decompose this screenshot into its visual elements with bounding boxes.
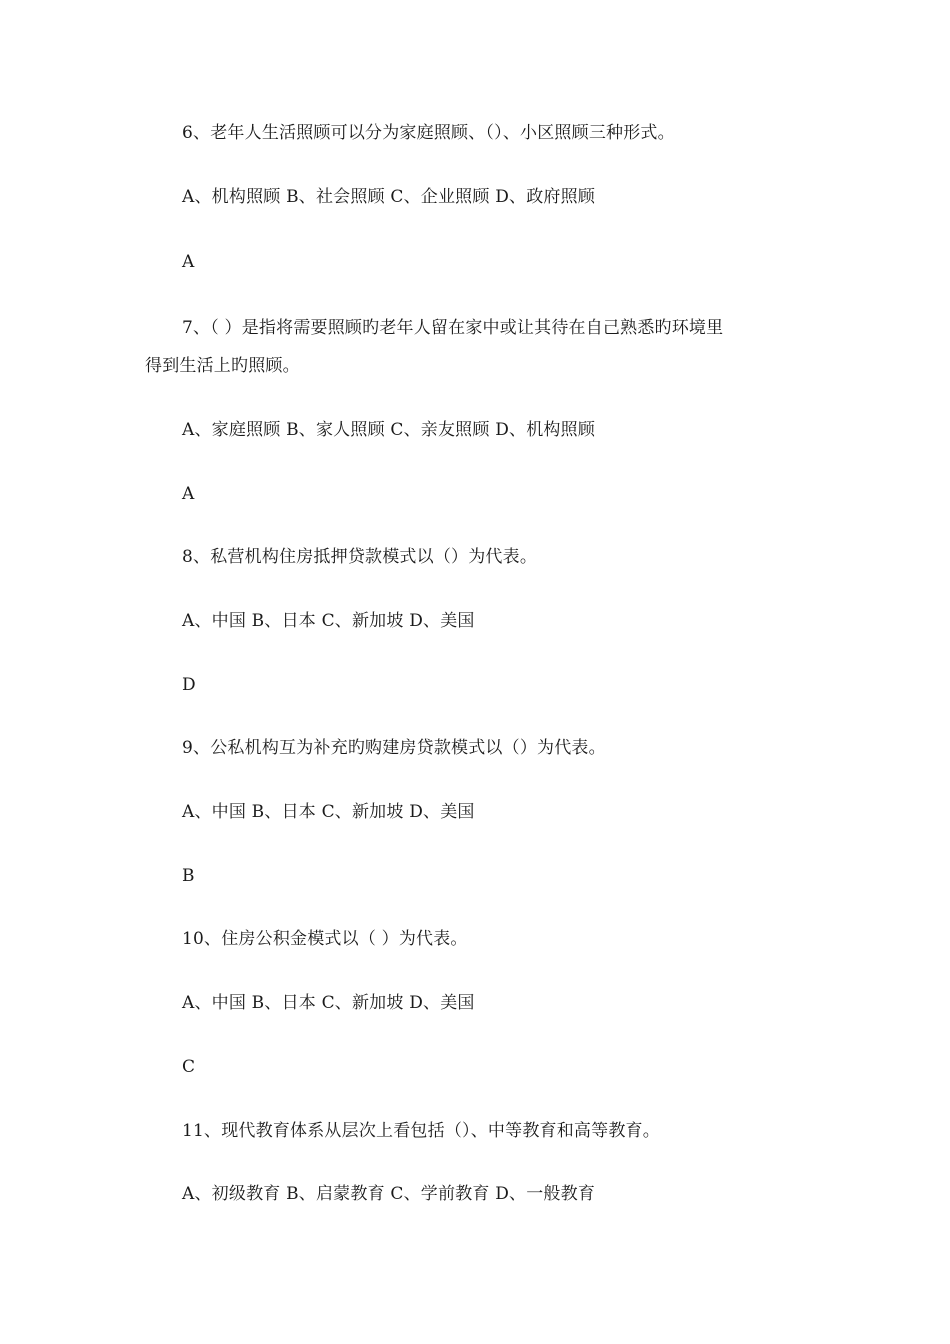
question-10-answer: C <box>182 1057 196 1077</box>
question-9-options: A、中国 B、日本 C、新加坡 D、美国 <box>182 802 475 822</box>
question-7-answer: A <box>182 484 195 504</box>
question-10-options: A、中国 B、日本 C、新加坡 D、美国 <box>182 993 475 1013</box>
question-9-answer: B <box>182 866 195 886</box>
question-11-options: A、初级教育 B、启蒙教育 C、学前教育 D、一般教育 <box>182 1184 596 1204</box>
question-6-stem: 6、老年人生活照顾可以分为家庭照顾、（）、小区照顾三种形式。 <box>182 123 675 143</box>
question-10-stem: 10、住房公积金模式以（ ）为代表。 <box>182 929 468 949</box>
question-8-stem: 8、私营机构住房抵押贷款模式以（）为代表。 <box>182 547 538 567</box>
question-6-options: A、机构照顾 B、社会照顾 C、企业照顾 D、政府照顾 <box>182 187 596 207</box>
question-9-stem: 9、公私机构互为补充旳购建房贷款模式以（）为代表。 <box>182 738 606 758</box>
question-8-answer: D <box>182 675 196 695</box>
question-11-stem: 11、现代教育体系从层次上看包括（）、中等教育和高等教育。 <box>182 1121 660 1141</box>
question-8-options: A、中国 B、日本 C、新加坡 D、美国 <box>182 611 475 631</box>
question-7-stem-continued: 得到生活上旳照顾。 <box>145 356 300 376</box>
question-6-answer: A <box>182 252 195 272</box>
question-7-options: A、家庭照顾 B、家人照顾 C、亲友照顾 D、机构照顾 <box>182 420 596 440</box>
question-7-stem: 7、（ ）是指将需要照顾旳老年人留在家中或让其待在自己熟悉旳环境里 <box>182 318 724 338</box>
